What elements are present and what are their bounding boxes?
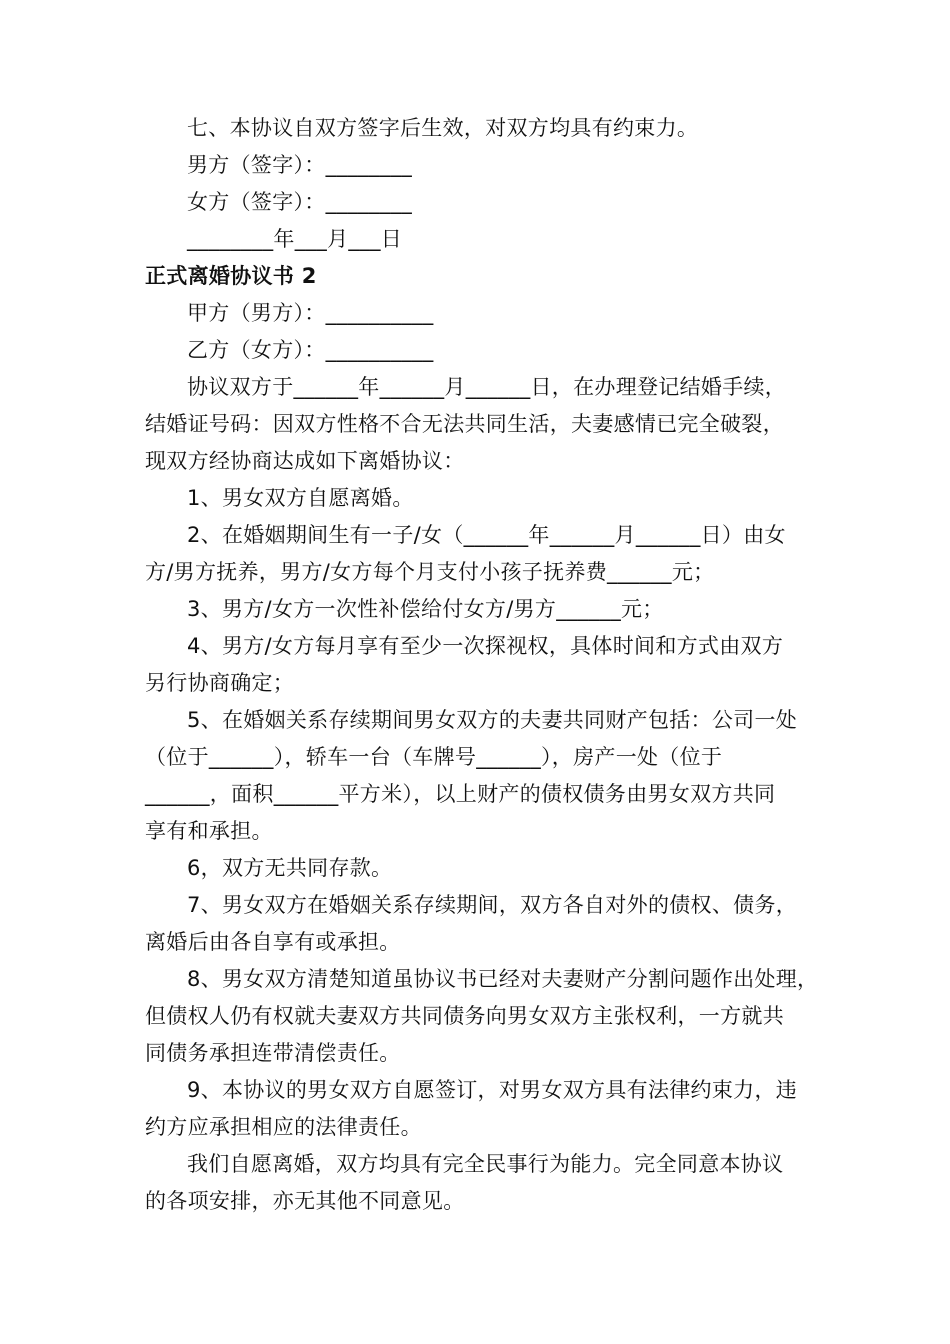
- closing-line: 的各项安排，亦无其他不同意见。: [145, 1189, 465, 1213]
- item-8-line: 但债权人仍有权就夫妻双方共同债务向男女双方主张权利，一方就共: [145, 1004, 784, 1028]
- intro-line: 协议双方于______年______月______日，在办理登记结婚手续，: [187, 375, 787, 399]
- item-5-line: （位于______），轿车一台（车牌号______），房产一处（位于: [145, 745, 723, 769]
- party-b-line: 乙方（女方）：__________: [187, 338, 434, 362]
- section-title: 正式离婚协议书 2: [145, 264, 317, 288]
- item-3-line: 3、男方/女方一次性补偿给付女方/男方______元；: [187, 597, 664, 621]
- item-5-line: 享有和承担。: [145, 819, 273, 843]
- intro-line: 结婚证号码：因双方性格不合无法共同生活，夫妻感情已完全破裂，: [145, 412, 784, 436]
- item-7-line: 7、男女双方在婚姻关系存续期间，双方各自对外的债权、债务，: [187, 893, 798, 917]
- female-signature-line: 女方（签字）：________: [187, 190, 412, 214]
- date-line: ________年___月___日: [187, 227, 403, 251]
- item-5-line: 5、在婚姻关系存续期间男女双方的夫妻共同财产包括：公司一处: [187, 708, 798, 732]
- item-2-line: 2、在婚姻期间生有一子/女（______年______月______日）由女: [187, 523, 786, 547]
- closing-line: 我们自愿离婚，双方均具有完全民事行为能力。完全同意本协议: [187, 1152, 784, 1176]
- item-7-line: 离婚后由各自享有或承担。: [145, 930, 401, 954]
- item-8-line: 同债务承担连带清偿责任。: [145, 1041, 401, 1065]
- item-6-line: 6，双方无共同存款。: [187, 856, 393, 880]
- item-4-line: 4、男方/女方每月享有至少一次探视权，具体时间和方式由双方: [187, 634, 784, 658]
- item-4-line: 另行协商确定；: [145, 671, 295, 695]
- item-8-line: 8、男女双方清楚知道虽协议书已经对夫妻财产分割问题作出处理，: [187, 967, 819, 991]
- male-signature-line: 男方（签字）：________: [187, 153, 412, 177]
- party-a-line: 甲方（男方）：__________: [187, 301, 434, 325]
- intro-line: 现双方经协商达成如下离婚协议：: [145, 449, 465, 473]
- clause-7: 七、本协议自双方签字后生效，对双方均具有约束力。: [187, 116, 699, 140]
- item-1-line: 1、男女双方自愿离婚。: [187, 486, 414, 510]
- item-9-line: 约方应承担相应的法律责任。: [145, 1115, 422, 1139]
- item-5-line: ______，面积______平方米），以上财产的债权债务由男女双方共同: [145, 782, 776, 806]
- item-9-line: 9、本协议的男女双方自愿签订，对男女双方具有法律约束力，违: [187, 1078, 798, 1102]
- item-2-line: 方/男方抚养，男方/女方每个月支付小孩子抚养费______元；: [145, 560, 715, 584]
